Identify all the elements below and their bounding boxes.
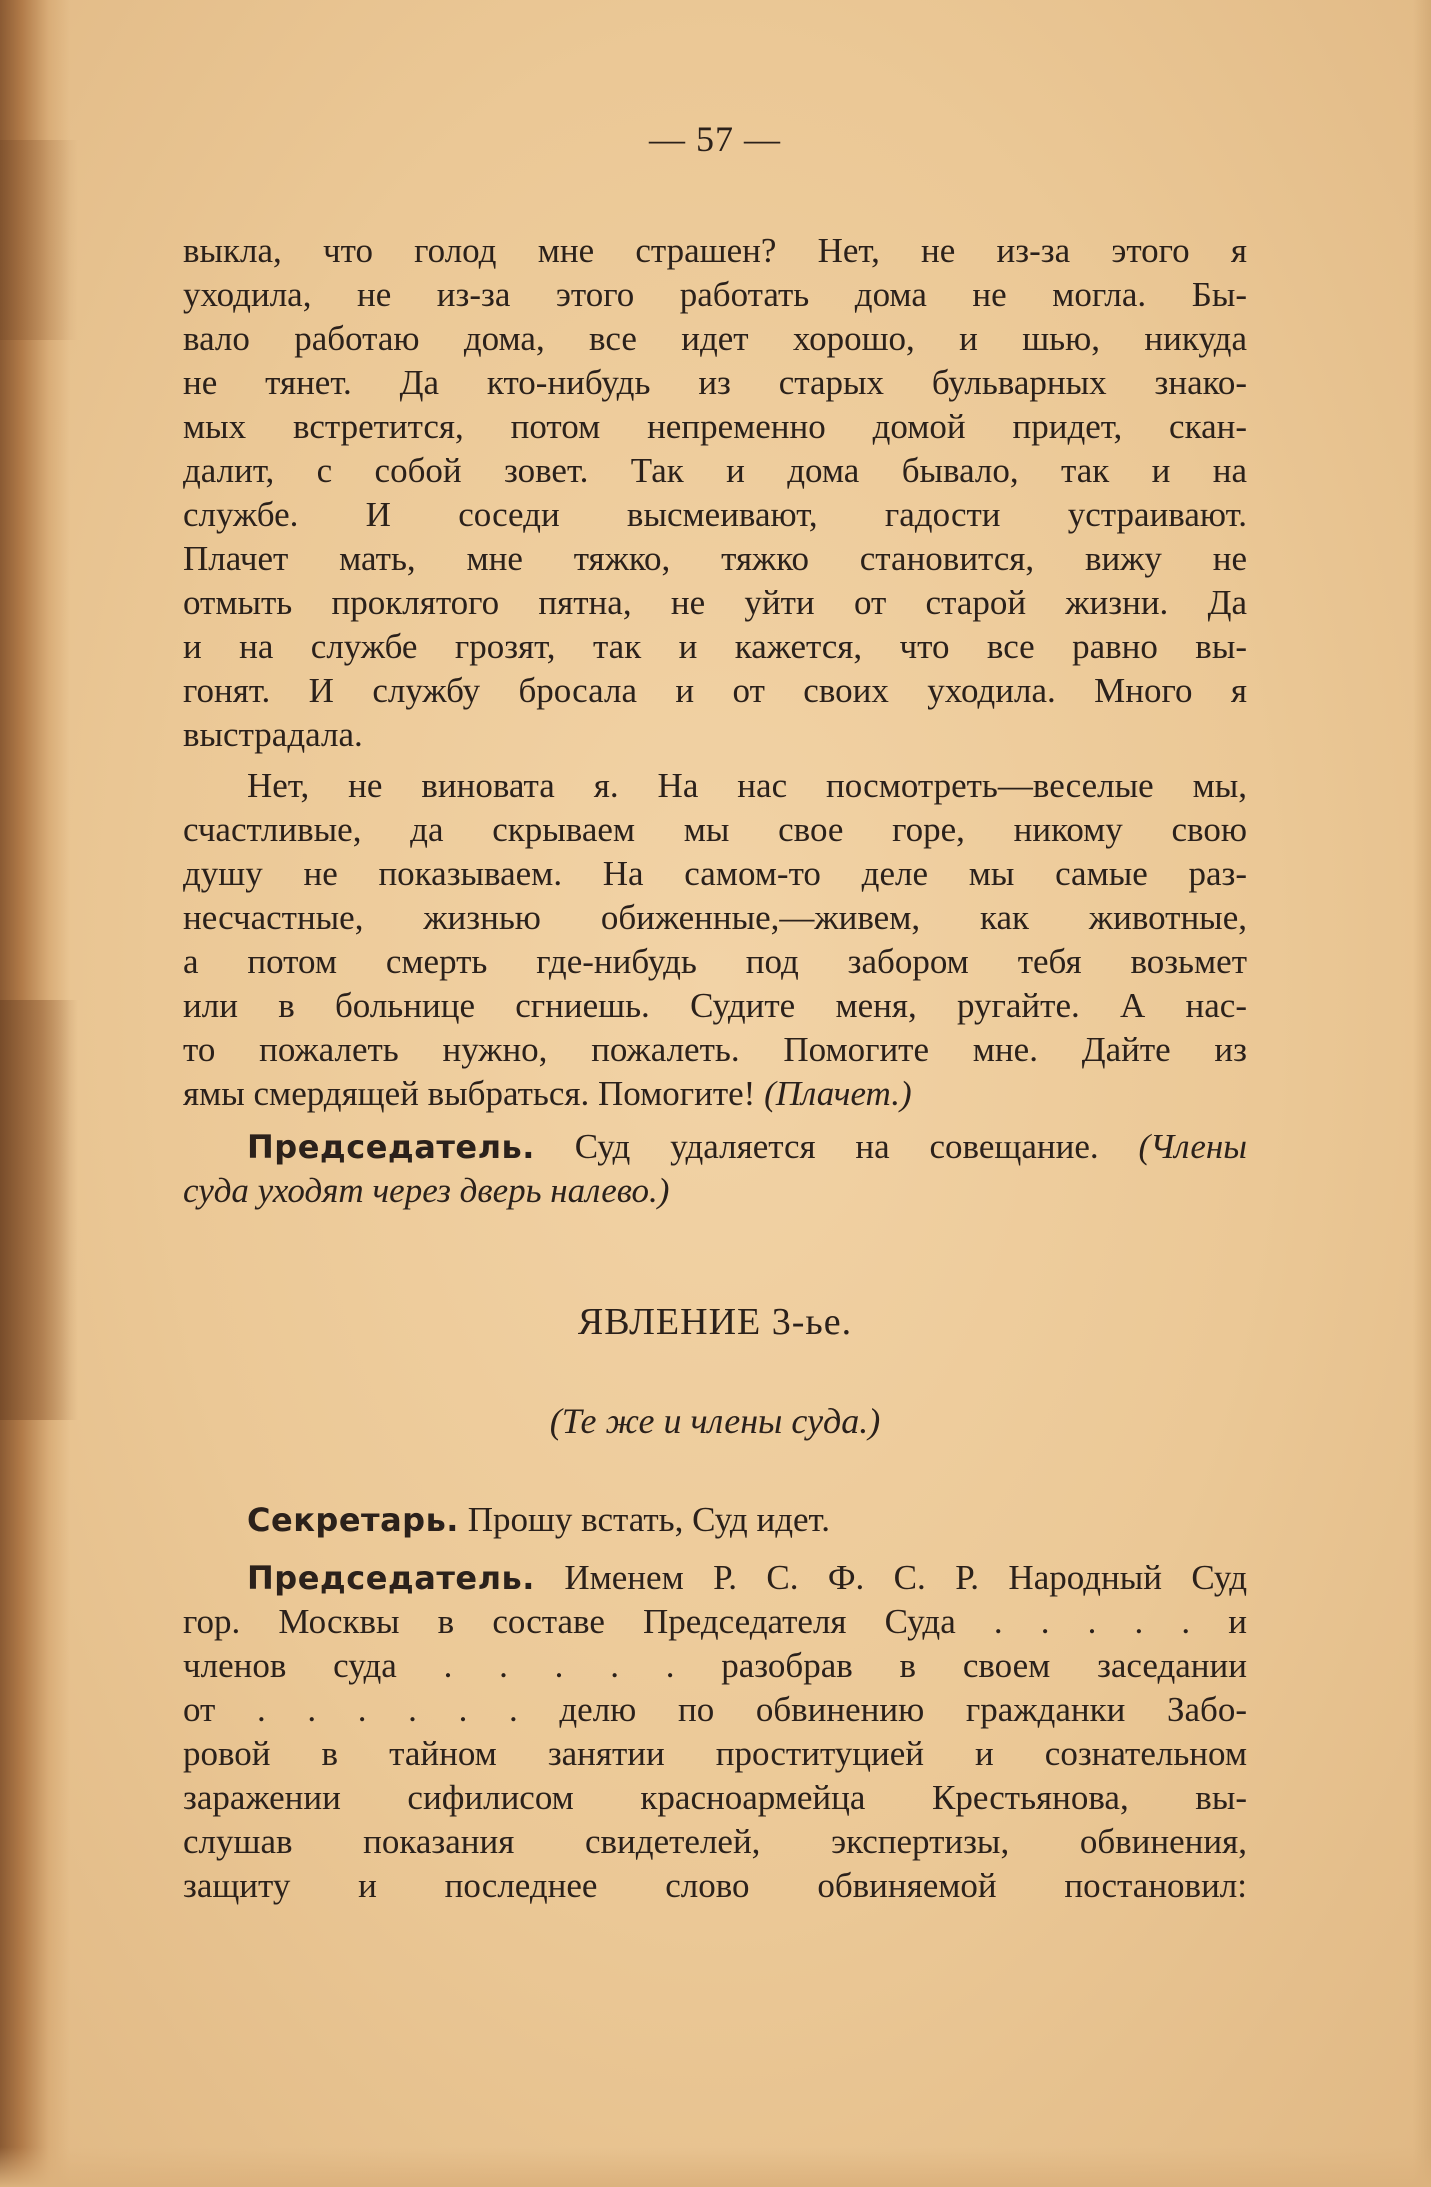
text-line: службе. И соседи высмеивают, гадости устраивают.	[183, 495, 1247, 534]
page-stain	[0, 1000, 78, 1420]
text-line: выкла, что голод мне страшен? Нет, не из-за этого я	[183, 231, 1247, 270]
speaker-name: Председатель.	[247, 1559, 535, 1597]
text-line: то пожалеть нужно, пожалеть. Помогите мне. Дайте из	[183, 1030, 1247, 1069]
text-line: защиту и последнее слово обвиняемой постановил:	[183, 1866, 1247, 1905]
text-line: далит, с собой зовет. Так и дома бывало, так и на	[183, 451, 1247, 490]
text-line: душу не показываем. На самом-то деле мы самые раз-	[183, 854, 1247, 893]
page-number: — 57 —	[649, 119, 781, 159]
text-line: гор. Москвы в составе Председателя Суда . . . . . и	[183, 1602, 1247, 1641]
text-line: не тянет. Да кто-нибудь из старых бульварных знако-	[183, 363, 1247, 402]
text-line: и на службе грозят, так и кажется, что все равно вы-	[183, 627, 1247, 666]
text-line: Нет, не виновата я. На нас посмотреть—веселые мы,	[247, 766, 1247, 805]
line-text: Именем Р. С. Ф. С. Р. Народный Суд	[564, 1558, 1248, 1597]
text-line: отмыть проклятого пятна, не уйти от старой жизни. Да	[183, 583, 1247, 622]
text-line: а потом смерть где-нибудь под забором тебя возьмет	[183, 942, 1247, 981]
speaker-name: Секретарь.	[247, 1501, 459, 1539]
stage-direction: (Члены	[1138, 1127, 1248, 1166]
dialogue-line	[247, 1556, 1247, 1600]
line-text: ямы смердящей выбраться. Помогите!	[183, 1074, 756, 1113]
scene-heading: ЯВЛЕНИЕ 3-ье.	[577, 1301, 853, 1343]
text-line: уходила, не из-за этого работать дома не могла. Бы-	[183, 275, 1247, 314]
text-line: ровой в тайном занятии проституцией и сознательном	[183, 1734, 1247, 1773]
dialogue-line	[247, 1125, 1247, 1169]
text-line: несчастные, жизнью обиженные,—живем, как животные,	[183, 898, 1247, 937]
text-line: слушав показания свидетелей, экспертизы, обвинения,	[183, 1822, 1247, 1861]
text-line: мых встретится, потом непременно домой придет, скан-	[183, 407, 1247, 446]
text-line: выстрадала.	[183, 715, 363, 754]
page-stain	[0, 140, 78, 340]
text-line	[183, 1072, 1247, 1116]
line-text: Прошу встать, Суд идет.	[467, 1500, 830, 1539]
text-line: счастливые, да скрываем мы свое горе, никому свою	[183, 810, 1247, 849]
dialogue-line	[247, 1498, 1247, 1542]
scene-note: (Те же и члены суда.)	[549, 1401, 881, 1441]
line-text: Суд удаляется на совещание.	[574, 1127, 1099, 1166]
text-line: или в больнице сгниешь. Судите меня, ругайте. А нас-	[183, 986, 1247, 1025]
text-line: гонят. И службу бросала и от своих уходила. Много я	[183, 671, 1247, 710]
page-edge	[1413, 0, 1431, 2187]
stage-direction: суда уходят через дверь налево.)	[183, 1171, 670, 1210]
text-line: вало работаю дома, все идет хорошо, и шью, никуда	[183, 319, 1247, 358]
text-line: заражении сифилисом красноармейца Крестьянова, вы-	[183, 1778, 1247, 1817]
page-edge	[0, 2147, 1431, 2187]
text-line: от . . . . . . делю по обвинению гражданки Забо-	[183, 1690, 1247, 1729]
text-line: членов суда . . . . . разобрав в своем заседании	[183, 1646, 1247, 1685]
speaker-name: Председатель.	[247, 1128, 535, 1166]
text-line: Плачет мать, мне тяжко, тяжко становится, вижу не	[183, 539, 1247, 578]
stage-direction: (Плачет.)	[764, 1074, 912, 1113]
